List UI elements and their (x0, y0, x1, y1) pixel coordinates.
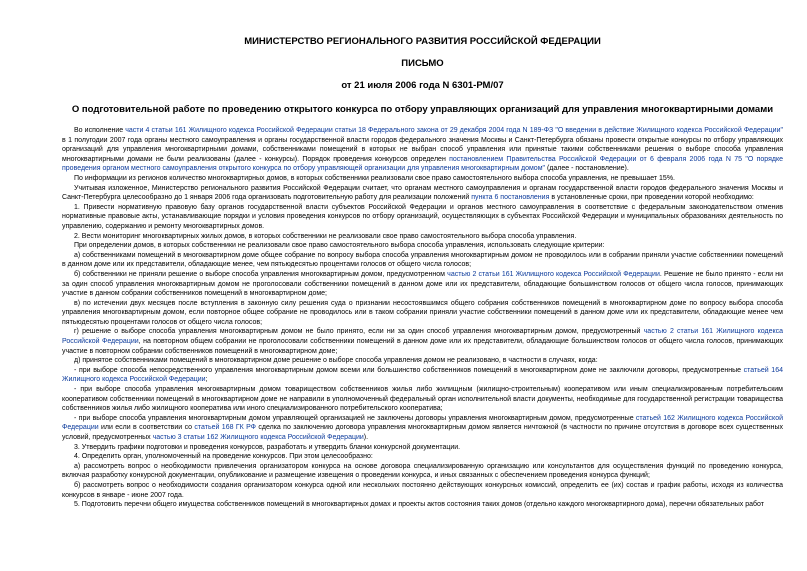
paragraph-text: , на повторном общем собрании не проголосовали собственники помещений в данном доме или их представители, обладающие большинством голосов от общего числа голосов, принимающих участие в повторном собрании собственников помещений в многоквартирном доме; (62, 338, 783, 355)
document-body (62, 126, 783, 510)
document-title: О подготовительной работе по проведению открытого конкурса по отбору управляющих организаций для управления многоквартирными домами (71, 104, 774, 115)
paragraph (62, 241, 783, 251)
legal-reference-link[interactable]: частью 2 статьи 161 Жилищного кодекса Российской Федерации (447, 270, 660, 278)
paragraph-text: . Решение не было принято - если ни за один способ управления многоквартирным домом не проголосовали собственники помещений в данном доме или их представители, обладающие большинством голосов от общего числа голосов, принимающих участие в данном собрании собственников помещений в многоквартирном доме; (62, 270, 784, 298)
paragraph-text: 4. Определить орган, уполномоченный на проведение конкурсов. При этом целесообразно: (74, 453, 373, 461)
paragraph-text: 3. Утвердить графики подготовки и проведения конкурсов, разработать и утвердить бланки конкурсной документации. (74, 443, 461, 451)
paragraph-text: б) рассмотреть вопрос о необходимости создания организатором конкурса одной или нескольких постоянно действующих конкурсных комиссий, определить ее (их) состав и график работы, исходя из количества конкурсов в январе - июне 2007 года. (62, 481, 783, 499)
paragraph (62, 184, 783, 203)
paragraph-text: Учитывая изложенное, Министерство регионального развития Российской Федерации считает, что органам местного самоуправления и органам государственной власти городов федерального значения Москвы и Санкт-Петербурга целесообразно до 1 января 2006 года организовать подготовительную работу для реализации положений (62, 184, 783, 202)
paragraph-text: в 1 полугодии 2007 года органы местного самоуправления и органы государственной власти городов федерального значения Москвы и Санкт-Петербурга обязаны провести открытые конкурсы по отбору управляющих организаций для управления многоквартирными домами, собственниками помещений в которых не выбран способ управления или принятые такими собственниками решения о выборе способа управления многоквартирными домами не были реализованы (далее - конкурсы). Порядок проведения конкурсов определен (62, 136, 783, 163)
paragraph (62, 126, 783, 174)
paragraph (62, 414, 783, 443)
paragraph (62, 174, 783, 184)
paragraph (62, 500, 783, 510)
paragraph-text: в установленные сроки, при проведении которой необходимо: (549, 194, 754, 202)
paragraph (62, 356, 783, 366)
paragraph (62, 299, 783, 328)
legal-reference-link[interactable]: статьей 164 Жилищного кодекса Российской Федерации (62, 366, 783, 384)
paragraph-text: 1. Привести нормативную правовую базу органов государственной власти субъектов Российской Федерации и органов местного самоуправления в соответствие с федеральным законодательством отменив нормативные правовые акты, устанавливающие порядки и условия проведения конкурсов по отбору организаций, осуществляющих в субъектах Российской Федерации и муниципальных образованиях деятельность по управлению, содержанию и ремонту многоквартирных домов. (62, 203, 783, 230)
paragraph-text: По информации из регионов количество многоквартирных домов, в которых собственники реализовали свое право самостоятельного выбора способа управления, не превышает 15%. (74, 174, 675, 182)
legal-reference-link[interactable]: пункта 6 постановления (471, 194, 550, 202)
paragraph (62, 366, 783, 385)
paragraph (62, 385, 783, 414)
paragraph (62, 251, 783, 270)
paragraph (62, 443, 783, 453)
paragraph-text: г) решение о выборе способа управления многоквартирным домом не было принято, если ни за один способ управления многоквартирным домом, предусмотренный (74, 328, 644, 336)
document-date-number: от 21 июля 2006 года N 6301-РМ/07 (341, 80, 504, 91)
paragraph-text: 5. Подготовить перечни общего имущества собственников помещений в многоквартирных домах и проекты актов состояния таких домов (отдельно каждого многоквартирного дома), перечни обязательных работ (74, 501, 764, 509)
paragraph-text: а) собственниками помещений в многоквартирном доме общее собрание по вопросу выбора способа управления многоквартирным домом не проводилось или в собрании приняли участие собственники помещений в данном доме или их представители, обладающие менее, чем пятьюдесятью процентами голосов от общего числа голосов; (62, 251, 783, 269)
paragraph (62, 452, 783, 462)
legal-reference-link[interactable]: статьи 18 Федерального закона от 29 декабря 2004 года N 189-ФЗ "О введении в действие Жилищного кодекса Российской Федерации" (334, 127, 783, 134)
paragraph-text: Во исполнение (74, 127, 126, 134)
paragraph (62, 462, 783, 481)
paragraph (62, 327, 783, 356)
paragraph (62, 232, 783, 242)
paragraph (62, 481, 783, 500)
paragraph-text: сделка по заключению договора управления многоквартирным домом является ничтожной (в частности по причине отсутствия в договоре всех существенных условий, предусмотренных (62, 424, 783, 441)
paragraph (62, 270, 783, 299)
paragraph-text: д) принятое собственниками помещений в многоквартирном доме решение о выборе способа управления домом не реализовано, в частности в случаях, когда: (74, 357, 598, 365)
paragraph-text: 2. Вести мониторинг многоквартирных жилых домов, в которых собственники не реализовали свое право самостоятельного выбора способа управления. (74, 232, 577, 240)
legal-reference-link[interactable]: постановлением Правительства Российской Федерации от 6 февраля 2006 года N 75 "О порядке проведения органом местного самоуправления открытого конкурса по отбору управляющей организации для управления многоквартирным домом" (62, 155, 783, 173)
paragraph-text: (далее - постановление). (545, 165, 629, 173)
paragraph-text: - при выборе способа непосредственного управления многоквартирным домом всеми или большинство собственников помещений в многоквартирном доме не заключили договоры, предусмотренные (74, 366, 744, 374)
legal-reference-link[interactable]: статьей 168 ГК РФ (194, 424, 256, 432)
paragraph-text: - при выборе способа управления многоквартирным домом управляющей организацией не заключены договоры управления многоквартирным домом, предусмотренные (74, 414, 636, 422)
ministry-name: МИНИСТЕРСТВО РЕГИОНАЛЬНОГО РАЗВИТИЯ РОССИЙСКОЙ ФЕДЕРАЦИИ (244, 36, 601, 47)
paragraph-text: - при выборе способа управления многоквартирным домом товариществом собственников жилья либо жилищным (жилищно-строительным) кооперативом или иным специализированным потребительским кооперативом собственники помещений в многоквартирном доме не направили в уполномоченный федеральный орган исполнительной власти документы, необходимые для государственной регистрации товарищества собственников жилья либо жилищного кооператива или иного специализированного потребительского кооператива; (62, 386, 783, 413)
paragraph-text: ; (205, 376, 208, 384)
paragraph (62, 203, 783, 232)
paragraph-text: а) рассмотреть вопрос о необходимости привлечения организатором конкурса на основе договора специализированную организацию или консультантов для осуществления функций по проведению конкурса, включая разработку конкурсной документации, опубликование и размещение извещения о проведении конкурса, и иных связанных с обеспечением проведения конкурса функций; (62, 462, 783, 480)
legal-reference-link[interactable]: частью 2 статьи 161 Жилищного кодекса Российской Федерации (62, 328, 783, 346)
paragraph-text: При определении домов, в которых собственники не реализовали свое право самостоятельного выбора способа управления, использовать следующие критерии: (74, 242, 605, 250)
paragraph-text: в) по истечении двух месяцев после вступления в законную силу решения суда о признании несостоявшимся общего собрания собственников помещений в многоквартирном доме по вопросу выбора способа управления многоквартирным домом, если повторное общее собрание не проводилось или в таком собрании приняли участие собственники помещений в данном доме или их представители, обладающие менее чем пятьюдесятью процентами голосов от общего числа голосов; (62, 299, 783, 326)
legal-reference-link[interactable]: статьей 162 Жилищного кодекса Российской Федерации (62, 414, 783, 432)
legal-reference-link[interactable]: части 4 статьи 161 Жилищного кодекса Российской Федерации (125, 127, 333, 134)
paragraph-text: б) собственники не приняли решение о выборе способа управления многоквартирным домом, предусмотренном (74, 270, 448, 278)
paragraph-text: или если в соответствии со (98, 424, 195, 432)
paragraph-text: ). (363, 434, 369, 441)
document-type: ПИСЬМО (401, 58, 444, 69)
legal-reference-link[interactable]: частью 3 статьи 162 Жилищного кодекса Российской Федерации (152, 434, 364, 441)
